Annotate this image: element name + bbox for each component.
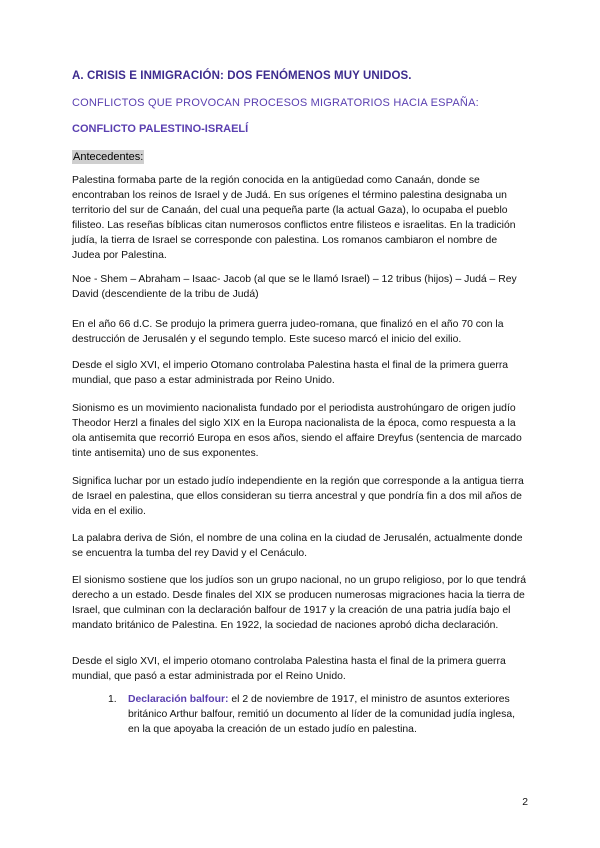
conflict-heading: CONFLICTO PALESTINO-ISRAELÍ [72,123,249,135]
list-item-text: el 2 de noviembre de 1917, el ministro de asuntos exteriores británico Arthur balfour, remitió un documento al líder de la comunidad judía inglesa, en la que apoyaba la creación de un estado judío en palestina. [128,694,515,735]
paragraph-otomano-reino-unido: Desde el siglo XVI, el imperio otomano controlaba Palestina hasta el final de la primera guerra mundial, que pasó a estar administrada por el Reino Unido. [72,656,506,682]
paragraph-sionismo-nacional: El sionismo sostiene que los judíos son un grupo nacional, no un grupo religioso, por lo que tendrá derecho a un estado. Desde finales del XIX se producen numerosas migraciones hacia la tierra de Israel, que culminan con la declaración balfour de 1917 y la creación de una patria judía bajo el mandato británico de Palestina. En 1922, la sociedad de naciones aprobó dicha declaración. [72,575,527,631]
paragraph-genealogy: Noe - Shem – Abraham – Isaac- Jacob (al que se le llamó Israel) – 12 tribus (hijos) – Judá – Rey David (descendiente de la tribu de Judá) [72,274,517,300]
list-item-term: Declaración balfour: [128,694,229,705]
paragraph-guerra-judeo-romana: En el año 66 d.C. Se produjo la primera guerra judeo-romana, que finalizó en el año 70 con la destrucción de Jerusalén y el segundo templo. Este suceso marcó el inicio del exilio. [72,319,504,345]
section-subheading: CONFLICTOS QUE PROVOCAN PROCESOS MIGRATORIOS HACIA ESPAÑA: [72,97,479,109]
page-number: 2 [522,797,528,808]
paragraph-palestina: Palestina formaba parte de la región conocida en la antigüedad como Canaán, donde se encontraban los reinos de Israel y de Judá. En sus orígenes el término palestina designaba un territorio del sur de Canaán, del cual una pequeña parte (la actual Gaza), lo ocupaba el pueblo filisteo. Las reseñas bíblicas citan numerosos conflictos entre filisteos e israelitas. En la tradición judía, la tierra de Israel se corresponde con palestina. Los romanos cambiaron el nombre de Judea por Palestina. [72,175,516,261]
section-heading: A. CRISIS E INMIGRACIÓN: DOS FENÓMENOS MUY UNIDOS. [72,70,412,82]
paragraph-sionismo: Sionismo es un movimiento nacionalista fundado por el periodista austrohúngaro de origen judío Theodor Herzl a finales del siglo XIX en la Europa nacionalista de la época, como respuesta a la ola antisemita que recorrió Europa en esos años, siendo el affaire Dreyfus (sentencia de marcado tinte antisemita) uno de sus exponentes. [72,403,522,459]
antecedentes-label: Antecedentes: [73,151,144,163]
paragraph-sion: La palabra deriva de Sión, el nombre de una colina en la ciudad de Jerusalén, actualmente donde se encuentra la tumba del rey David y el Cenáculo. [72,533,523,559]
list-item-number: 1. [108,694,117,705]
paragraph-significado: Significa luchar por un estado judío independiente en la región que corresponde a la antigua tierra de Israel en palestina, que ellos consideran su tierra ancestral y que pondría fin a dos mil años de vida en el exilio. [72,476,524,517]
list-item [128,692,528,737]
paragraph-imperio-otomano: Desde el siglo XVI, el imperio Otomano controlaba Palestina hasta el final de la primera guerra mundial, que paso a estar administrada por Reino Unido. [72,360,509,386]
